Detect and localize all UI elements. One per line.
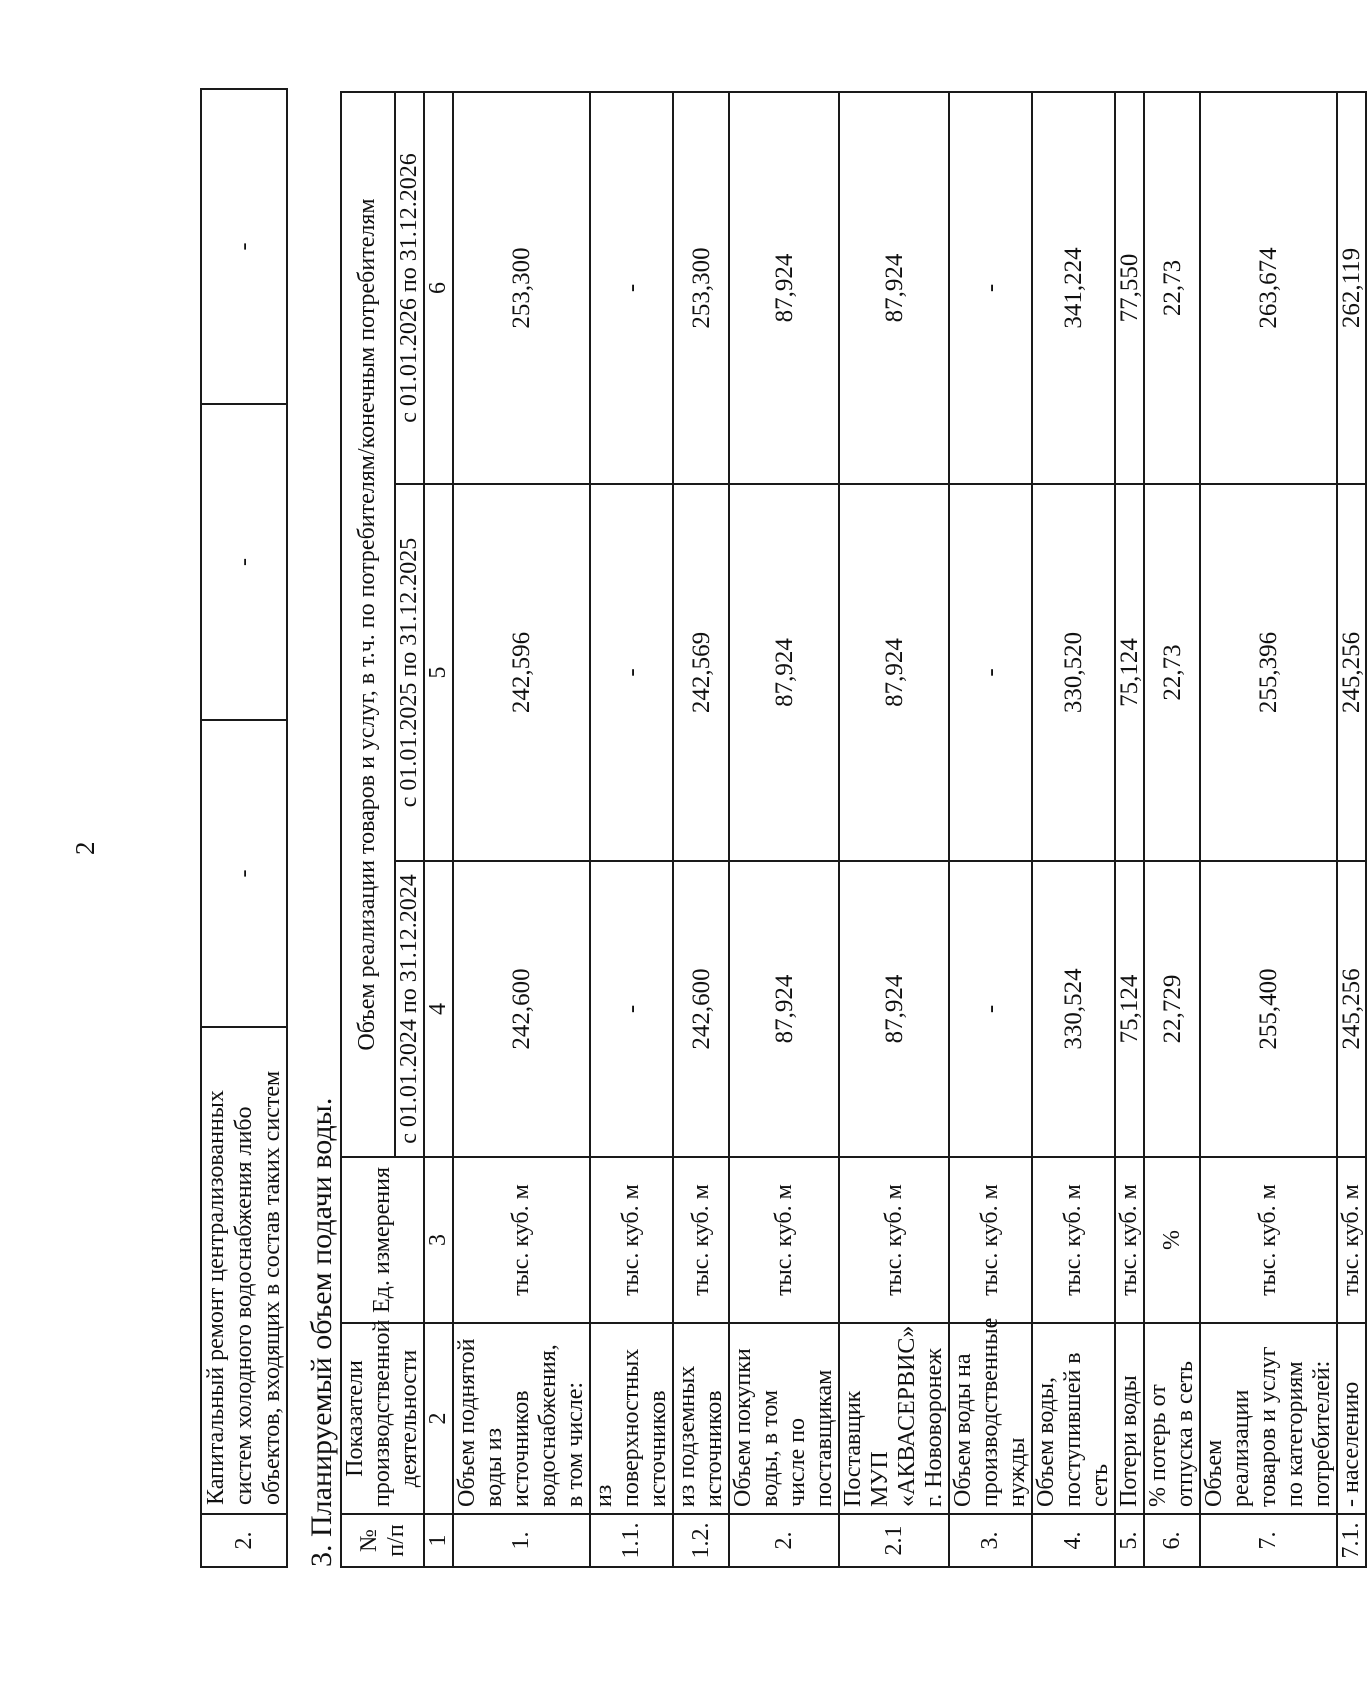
index-cell: 4 xyxy=(424,861,453,1157)
row-value: - xyxy=(590,861,673,1157)
row-value: - xyxy=(949,484,1032,861)
table-row xyxy=(729,92,839,1567)
row-value: 75,124 xyxy=(1115,861,1144,1157)
row-unit: тыс. куб. м xyxy=(453,1157,590,1323)
row-number: 1.1. xyxy=(590,1514,673,1567)
header-period: с 01.01.2024 по 31.12.2024 xyxy=(395,861,424,1157)
row-name: из подземных источников xyxy=(673,1323,729,1514)
row-unit: тыс. куб. м xyxy=(590,1157,673,1323)
row-value: 263,674 xyxy=(1200,92,1337,484)
row-value: 77,550 xyxy=(1115,92,1144,484)
row-unit: тыс. куб. м xyxy=(1200,1157,1337,1323)
header-volume-group: Объем реализации товаров и услуг, в т.ч. по потребителям/конечным потребителям xyxy=(341,92,395,1157)
row-value: - xyxy=(201,404,287,720)
row-number: 5. xyxy=(1115,1514,1144,1567)
row-value: 245,256 xyxy=(1337,861,1366,1157)
section-title: 3. Планируемый объем подачи воды. xyxy=(305,1097,338,1567)
row-value: 22,729 xyxy=(1144,861,1200,1157)
row-name: Объем покупки воды, в том числе по поставщикам xyxy=(729,1323,839,1514)
row-name: % потерь от отпуска в сеть xyxy=(1144,1323,1200,1514)
row-value: - xyxy=(590,484,673,861)
row-name: Потери воды xyxy=(1115,1323,1144,1514)
row-number: 2.1 xyxy=(839,1514,949,1567)
row-value: 87,924 xyxy=(839,92,949,484)
row-value: - xyxy=(201,89,287,404)
row-value: 22,73 xyxy=(1144,92,1200,484)
row-name: Капитальный ремонт централизованных систем холодного водоснабжения либо объектов, входящих в состав таких систем xyxy=(201,1027,287,1514)
row-unit: % xyxy=(1144,1157,1200,1323)
row-unit: тыс. куб. м xyxy=(1337,1157,1366,1323)
table-row xyxy=(1200,92,1337,1567)
row-number: 6. xyxy=(1144,1514,1200,1567)
table-row xyxy=(453,92,590,1567)
header-period: с 01.01.2026 по 31.12.2026 xyxy=(395,92,424,484)
row-unit: тыс. куб. м xyxy=(673,1157,729,1323)
header-period: с 01.01.2025 по 31.12.2025 xyxy=(395,484,424,861)
table-row xyxy=(201,89,287,1567)
row-name: Объем реализации товаров и услуг по категориям потребителей: xyxy=(1200,1323,1337,1514)
row-value: 242,600 xyxy=(453,861,590,1157)
row-number: 3. xyxy=(949,1514,1032,1567)
page-number: 2 xyxy=(70,841,100,855)
row-value: 87,924 xyxy=(839,484,949,861)
row-value: 87,924 xyxy=(839,861,949,1157)
row-number: 2. xyxy=(729,1514,839,1567)
row-value: 262,119 xyxy=(1337,92,1366,484)
index-cell: 1 xyxy=(424,1514,453,1567)
row-number: 7.1. xyxy=(1337,1514,1366,1567)
table-row xyxy=(1337,92,1366,1567)
row-value: 87,924 xyxy=(729,484,839,861)
index-cell: 5 xyxy=(424,484,453,861)
row-value: - xyxy=(590,92,673,484)
row-value: 245,256 xyxy=(1337,484,1366,861)
row-value: 253,300 xyxy=(673,92,729,484)
row-name: Объем воды, поступившей в сеть xyxy=(1032,1323,1115,1514)
row-value: - xyxy=(949,92,1032,484)
table-row xyxy=(1115,92,1144,1567)
row-name: Объем поднятой воды из источников водоснабжения, в том числе: xyxy=(453,1323,590,1514)
row-value: 242,569 xyxy=(673,484,729,861)
header-num: № п/п xyxy=(341,1514,424,1567)
row-value: 255,400 xyxy=(1200,861,1337,1157)
table-row xyxy=(839,92,949,1567)
row-value: 341,224 xyxy=(1032,92,1115,484)
row-value: 87,924 xyxy=(729,861,839,1157)
row-value: - xyxy=(201,720,287,1027)
row-unit: тыс. куб. м xyxy=(729,1157,839,1323)
row-unit: тыс. куб. м xyxy=(839,1157,949,1323)
row-value: 253,300 xyxy=(453,92,590,484)
table-row xyxy=(590,92,673,1567)
row-number: 1.2. xyxy=(673,1514,729,1567)
row-number: 4. xyxy=(1032,1514,1115,1567)
table-row xyxy=(1032,92,1115,1567)
header-indicator: Показатели производственной деятельности xyxy=(341,1323,424,1514)
table-row xyxy=(673,92,729,1567)
row-name: из поверхностных источников xyxy=(590,1323,673,1514)
row-value: 22,73 xyxy=(1144,484,1200,861)
row-value: 75,124 xyxy=(1115,484,1144,861)
row-name: Объем воды на производственные нужды xyxy=(949,1323,1032,1514)
row-value: 255,396 xyxy=(1200,484,1337,861)
row-unit: тыс. куб. м xyxy=(1115,1157,1144,1323)
row-value: 242,596 xyxy=(453,484,590,861)
table-row xyxy=(949,92,1032,1567)
row-value: - xyxy=(949,861,1032,1157)
row-name: - населению xyxy=(1337,1323,1366,1514)
row-name: Поставщик МУП «АКВАСЕРВИС» г. Нововоронеж xyxy=(839,1323,949,1514)
row-value: 330,524 xyxy=(1032,861,1115,1157)
water-supply-table xyxy=(340,91,1367,1568)
index-cell: 2 xyxy=(424,1323,453,1514)
table-row xyxy=(1144,92,1200,1567)
row-value: 87,924 xyxy=(729,92,839,484)
index-row xyxy=(424,92,453,1567)
header-row xyxy=(341,92,395,1567)
index-cell: 6 xyxy=(424,92,453,484)
row-value: 242,600 xyxy=(673,861,729,1157)
row-value: 330,520 xyxy=(1032,484,1115,861)
index-cell: 3 xyxy=(424,1157,453,1323)
row-number: 2. xyxy=(201,1514,287,1567)
row-number: 7. xyxy=(1200,1514,1337,1567)
row-number: 1. xyxy=(453,1514,590,1567)
row-unit: тыс. куб. м xyxy=(1032,1157,1115,1323)
row-unit: тыс. куб. м xyxy=(949,1157,1032,1323)
capital-repair-table xyxy=(200,88,288,1568)
header-unit: Ед. измерения xyxy=(341,1157,424,1323)
